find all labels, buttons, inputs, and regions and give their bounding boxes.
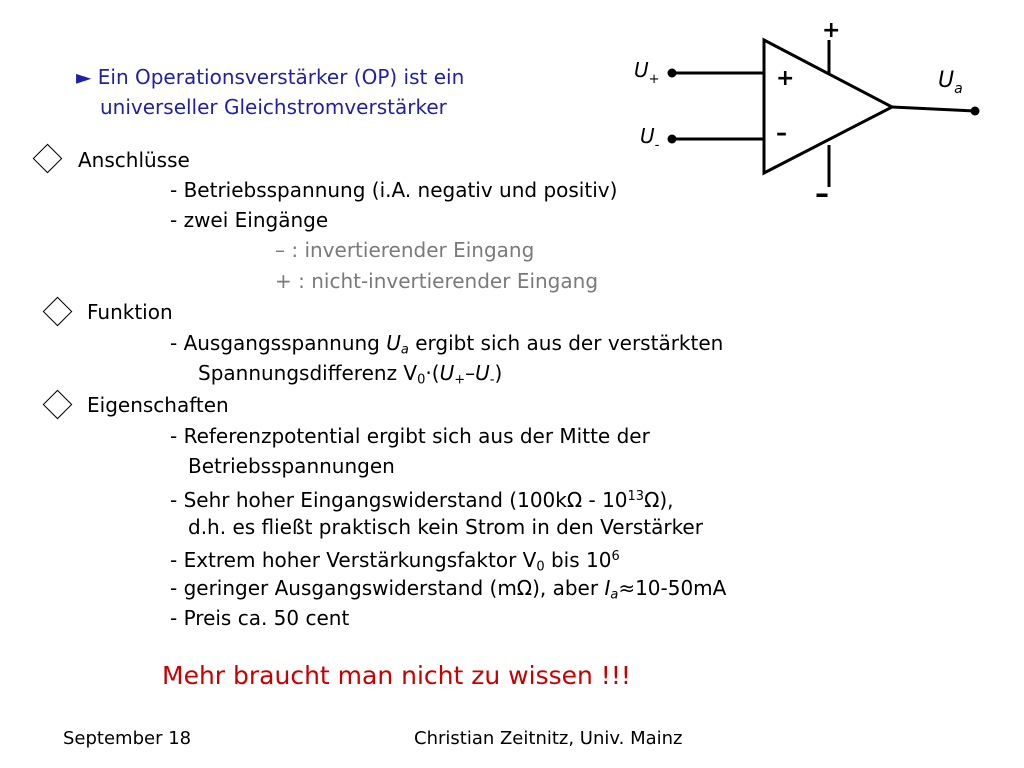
supply-plus-sign: + (822, 18, 841, 43)
anschluesse-heading: Anschlüsse (78, 148, 190, 172)
output-line (892, 107, 975, 111)
eigenschaften-line-7: - Preis ca. 50 cent (170, 606, 350, 630)
anschluesse-line-4: + : nicht-invertierender Eingang (275, 269, 599, 293)
footer-date: September 18 (63, 728, 192, 749)
funktion-heading: Funktion (87, 300, 173, 324)
input-plus-terminal (668, 69, 677, 78)
opamp-diagram (600, 15, 1020, 215)
triangle-bullet-icon: ► (76, 65, 92, 89)
funktion-line-2: Spannungsdifferenz $V_0\cdot(U_+-U_-)$ (198, 361, 503, 388)
intro-line-1 (76, 65, 464, 89)
eigenschaften-line-6: - geringer Ausgangswiderstand (mΩ), aber $I_a\approx 10-50mA$ (170, 576, 727, 603)
inner-plus-sign: + (776, 66, 795, 91)
eigenschaften-line-5: - Extrem hoher Verstärkungsfaktor $V_0$ bis $10^6$ (170, 548, 620, 575)
diamond-bullet-icon (33, 144, 63, 174)
diamond-bullet-icon (43, 297, 73, 327)
eigenschaften-line-1: - Referenzpotential ergibt sich aus der Mitte der (170, 424, 650, 448)
footer-author: Christian Zeitnitz, Univ. Mainz (414, 728, 683, 749)
intro-line-2 (100, 95, 447, 119)
output-terminal (971, 107, 980, 116)
diamond-bullet-icon (43, 390, 73, 420)
funktion-line-1: - Ausgangsspannung $U_a$ ergibt sich aus der verstärkten (170, 331, 724, 358)
eigenschaften-line-3: - Sehr hoher Eingangswiderstand $(100k\Omega - 10^{13}\Omega)$, (170, 488, 674, 513)
u-a-label: $U_a$ (938, 68, 963, 97)
eigenschaften-line-2: Betriebsspannungen (188, 454, 395, 478)
inner-minus-sign: – (776, 121, 787, 146)
eigenschaften-line-4: d.h. es fließt praktisch kein Strom in den Verstärker (188, 515, 703, 539)
u-minus-label: $U_-$ (640, 124, 660, 153)
intro-text-1: Ein Operationsverstärker (OP) ist ein (97, 65, 465, 89)
u-plus-label: $U_+$ (634, 58, 660, 87)
intro-text-2: universeller Gleichstromverstärker (100, 95, 447, 119)
anschluesse-line-1: - Betriebsspannung (i.A. negativ und positiv) (170, 178, 618, 202)
supply-minus-sign: – (815, 177, 829, 210)
anschluesse-line-3: – : invertierender Eingang (275, 238, 535, 262)
closing-statement: Mehr braucht man nicht zu wissen !!! (162, 661, 631, 690)
input-minus-terminal (668, 135, 677, 144)
anschluesse-line-2: - zwei Eingänge (170, 208, 329, 232)
eigenschaften-heading: Eigenschaften (87, 393, 229, 417)
